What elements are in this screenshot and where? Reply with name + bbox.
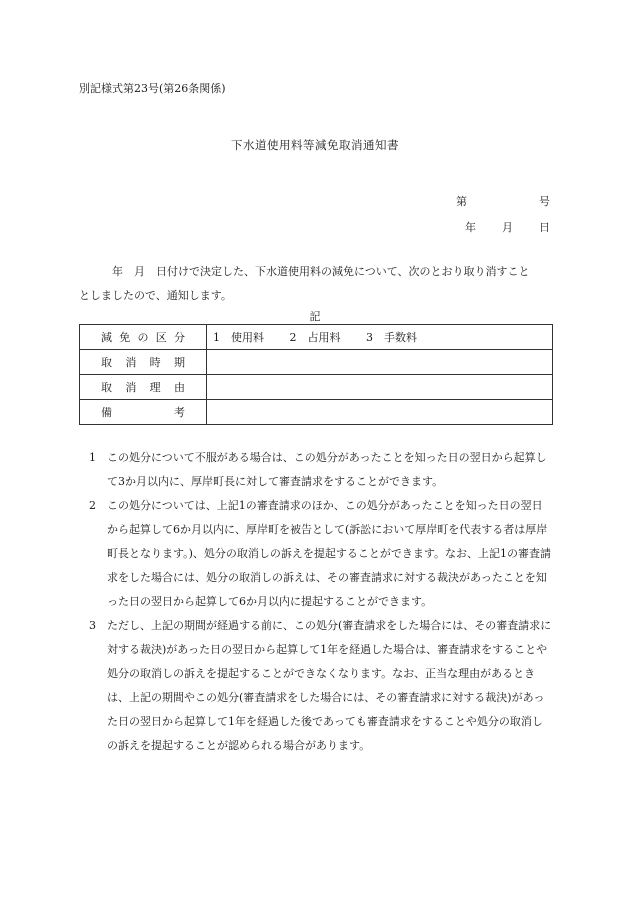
list-item <box>89 494 553 614</box>
cancellation-reason-value <box>207 375 553 400</box>
form-number-label: 別記様式第23号(第26条関係) <box>79 82 226 95</box>
document-title: 下水道使用料等減免取消通知書 <box>231 138 399 152</box>
note-number: 3 <box>89 619 96 632</box>
option-occupancy-fee: 2 占用料 <box>289 331 341 344</box>
cancellation-timing-value <box>207 350 553 375</box>
option-handling-fee: 3 手数料 <box>366 331 417 344</box>
table-row <box>80 375 553 400</box>
intro-paragraph <box>79 260 553 308</box>
note-number: 1 <box>89 451 96 464</box>
row-label: 取消理由 <box>80 375 207 400</box>
note-text: この処分について不服がある場合は、この処分があったことを知った日の翌日から起算して3か月以内に、厚岸町長に対して審査請求をすることができます。 <box>107 451 547 488</box>
intro-line-2: としましたので、通知します。 <box>79 289 232 302</box>
note-number: 2 <box>89 499 96 512</box>
note-text: この処分については、上記1の審査請求のほか、この処分があったことを知った日の翌日から起算して6か月以内に、厚岸町を被告として(訴訟において厚岸町を代表する者は厚岸町長となります。)、処分の取消しの訴えを提起することができます。なお、上記1の審査請求をした場合には、処分の取消しの訴えは、その審査請求に対する裁決があったことを知った日の翌日から起算して6か月以内に提起することができます。 <box>107 499 552 608</box>
table-row <box>80 400 553 425</box>
intro-line-1: 年 月 日付けで決定した、下水道使用料の減免について、次のとおり取り消すこと <box>112 265 530 278</box>
list-item <box>89 446 553 494</box>
row-label: 備考 <box>80 400 207 425</box>
reduction-category-options <box>207 325 553 350</box>
row-label: 取消時期 <box>80 350 207 375</box>
table-row <box>80 325 553 350</box>
list-item <box>89 614 553 758</box>
date-month: 月 <box>502 221 513 234</box>
option-usage-fee: 1 使用料 <box>213 331 264 344</box>
notes-list <box>89 446 553 758</box>
document-number-line <box>456 193 550 209</box>
ki-heading: 記 <box>309 310 321 323</box>
detail-table <box>79 324 553 425</box>
note-text: ただし、上記の期間が経過する前に、この処分(審査請求をした場合には、その審査請求に対する裁決)があった日の翌日から起算して1年を経過した場合は、審査請求をすることや処分の取消しの訴えを提起することができなくなります。なお、正当な理由があるときは、上記の期間やこの処分(審査請求をした場合には、その審査請求に対する裁決)があった日の翌日から起算して1年を経過した後であっても審査請求をすることや処分の取消しの訴えを提起することが認められる場合があります。 <box>107 619 552 752</box>
date-day: 日 <box>539 221 550 234</box>
number-prefix: 第 <box>456 195 467 208</box>
remarks-value <box>207 400 553 425</box>
date-year: 年 <box>465 221 476 234</box>
number-suffix: 号 <box>539 195 550 208</box>
table-row <box>80 350 553 375</box>
row-label: 減免の区分 <box>80 325 207 350</box>
document-date-line <box>465 219 550 235</box>
